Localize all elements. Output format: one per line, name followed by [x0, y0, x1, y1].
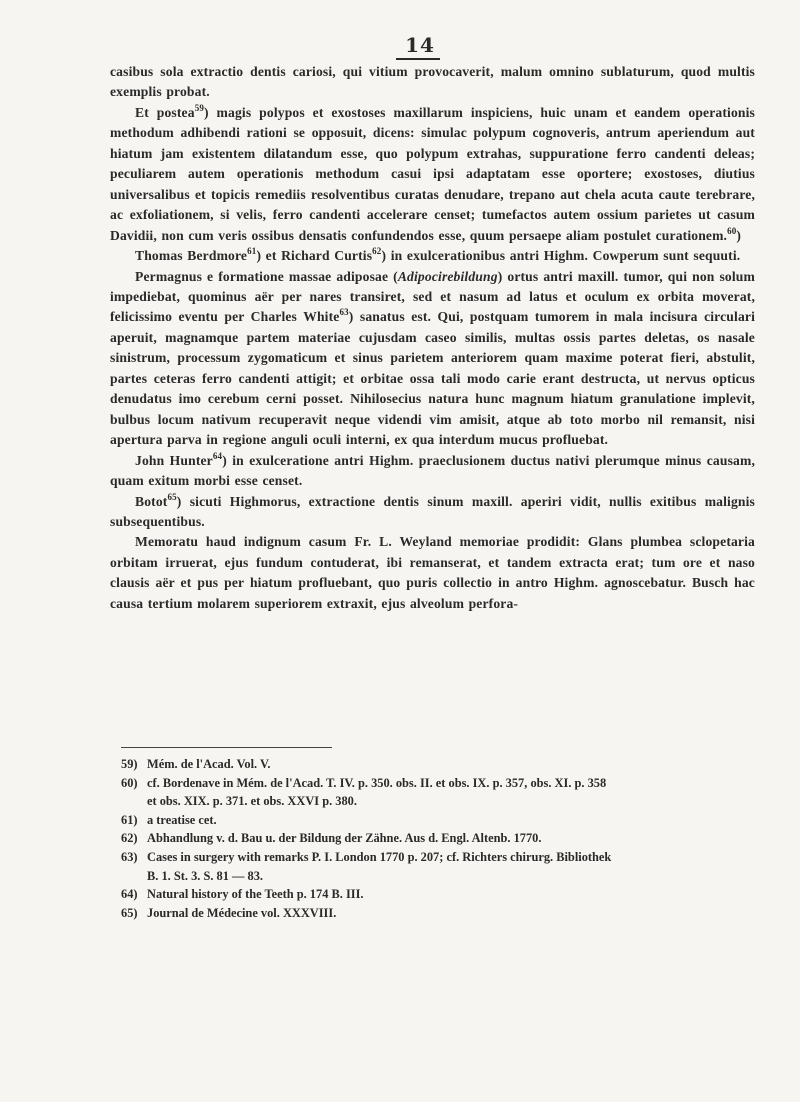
- text-run: ) sanatus est. Qui, postquam tumorem in mala incisura circulari aperuit, magnamque partem materiae cujusdam caseo similis, multas ossis partes deletas, os nasale sinistrum, processum zygomaticum et sinus parietem anteriorem quam maxime poterat fieri, abstulit, partes ceteras ferro candenti attigit; et orbitae ossa tali modo carie erant destructa, ut nervus opticus denudatus imo cerebum cerni posset. Nihilosecius natura hunc magnum hiatum granulatione implevit, bulbus locum nativum recuperavit neque videndi vim amisit, atque ab toto morbo nil remansit, nisi apertura parva in regione anguli oculi interni, ex qua interdum mucus profluebat.: [110, 309, 756, 448]
- text-run: ) magis polypos et exostoses maxillarum inspiciens, huic unam et eandem operationis methodum adhibendi rationi se opposuit, dicens: simulac polypum cognoveris, antrum aperiendum aut hiatum jam existentem dilatandum esse, quo polypum extrahas, suppuratione ferro candenti deleas; peculiarem autem operationis methodum casui ipsi adaptatam esse oportere; exostoses, diutius universalibus et topicis remediis resolventibus curatas denudare, trepano aut chela acuta caute terebrare, ac exfoliationem, si velis, ferro candenti accelerare censet; tumefactos autem ossium parietes ut casum Davidii, non cum veris ossibus densatis confundendos esse, quum persaepe aliam postulet curationem.: [110, 104, 755, 243]
- text-run: ) ortus antri maxill. tumor, qui non solum impediebat, quominus aër per nares transiret, sed et nasum ad latus et oculum ex orbita moverat, felicissimo eventu per Charles White: [110, 268, 755, 325]
- text-run: casibus sola extractio dentis cariosi, qui vitium provocaverit, malum omnino sublaturum, quod multis exemplis probat.: [110, 64, 755, 100]
- footnote-text: Cases in surgery with remarks P. I. London 1770 p. 207; cf. Richters chirurg. Bibliothek: [147, 849, 612, 864]
- footnote-ref: 63: [339, 307, 349, 318]
- paragraph-p6: [110, 492, 755, 533]
- footnotes: [121, 755, 761, 922]
- footnote-ref: 60: [727, 225, 737, 236]
- footnote-number: 65): [121, 905, 138, 920]
- footnote-line: [121, 885, 761, 904]
- footnote-text: Natural history of the Teeth p. 174 B. III.: [147, 887, 364, 902]
- footnote-number: 63): [121, 849, 138, 864]
- footnote-number: 62): [121, 831, 138, 846]
- footnote-text: Mém. de l'Acad. Vol. V.: [147, 757, 271, 771]
- footnote-ref: 61: [247, 246, 257, 257]
- footnote-text: B. 1. St. 3. S. 81 — 83.: [147, 868, 264, 883]
- footnote-ref: 62: [372, 246, 382, 257]
- footnote-ref: 64: [212, 450, 223, 461]
- text-run: John Hunter: [135, 452, 213, 468]
- footnote-number: [121, 867, 147, 886]
- page-number-underline: [396, 58, 440, 60]
- paragraph-p1: [110, 62, 755, 103]
- italic-term: Adipocirebildung: [397, 268, 498, 284]
- text-run: ) in exulceratione antri Highm. praeclusionem ductus nativi plerumque minus causam, quam exitum morbi esse censet.: [110, 452, 755, 489]
- footnote-ref: 65: [167, 491, 177, 502]
- text-run: Et postea: [135, 104, 195, 120]
- paragraph-p3: [110, 246, 755, 266]
- page-number: 14: [405, 33, 435, 57]
- footnote-line: [121, 848, 761, 867]
- footnote-text: Journal de Médecine vol. XXXVIII.: [147, 905, 337, 920]
- footnote-line: [121, 904, 761, 923]
- footnote-number: 59): [121, 757, 138, 771]
- paragraph-p2: [110, 103, 755, 246]
- text-run: ): [736, 227, 742, 243]
- footnote-line: [121, 774, 761, 793]
- text-run: ) in exulcerationibus antri Highm. Cowperum sunt sequuti.: [381, 248, 741, 264]
- footnote-line: [121, 755, 761, 774]
- footnote-text: et obs. XIX. p. 371. et obs. XXVI p. 380.: [147, 794, 357, 809]
- footnote-number: [121, 792, 147, 811]
- text-run: Memoratu haud indignum casum Fr. L. Weyland memoriae prodidit: Glans plumbea sclopetaria orbitam irruerat, ejus fundum contuderat, ibi remanserat, et tandem extracta erat; tum ore et naso clausis aër et pus per hiatum profluebant, quo puris collectio in antro Highm. agnoscebatur. Busch hac causa tertium molarem superiorem extraxit, ejus alveolum perfora-: [110, 534, 755, 611]
- text-run: ) et Richard Curtis: [256, 248, 373, 264]
- footnote-divider: [121, 747, 332, 748]
- footnote-ref: 59: [194, 102, 204, 113]
- footnote-number: 61): [121, 812, 138, 827]
- footnote-line: [121, 792, 761, 811]
- text-run: Thomas Berdmore: [135, 248, 248, 264]
- main-text: [110, 62, 755, 614]
- footnote-line: [121, 829, 761, 848]
- paragraph-p4: [110, 267, 755, 451]
- text-run: Botot: [135, 493, 168, 509]
- paragraph-p5: [110, 451, 755, 492]
- footnote-number: 64): [121, 887, 138, 902]
- text-run: Permagnus e formatione massae adiposae (: [135, 268, 398, 284]
- footnote-number: 60): [121, 775, 138, 790]
- footnote-text: a treatise cet.: [147, 812, 217, 827]
- footnote-line: [121, 811, 761, 830]
- footnote-text: Abhandlung v. d. Bau u. der Bildung der Zähne. Aus d. Engl. Altenb. 1770.: [147, 831, 542, 846]
- footnote-line: [121, 867, 761, 886]
- footnote-text: cf. Bordenave in Mém. de l'Acad. T. IV. p. 350. obs. II. et obs. IX. p. 357, obs. XI. p. 358: [147, 775, 607, 790]
- paragraph-p7: [110, 532, 755, 614]
- text-run: ) sicuti Highmorus, extractione dentis sinum maxill. aperiri vidit, nullis exitibus malignis subsequentibus.: [110, 493, 755, 529]
